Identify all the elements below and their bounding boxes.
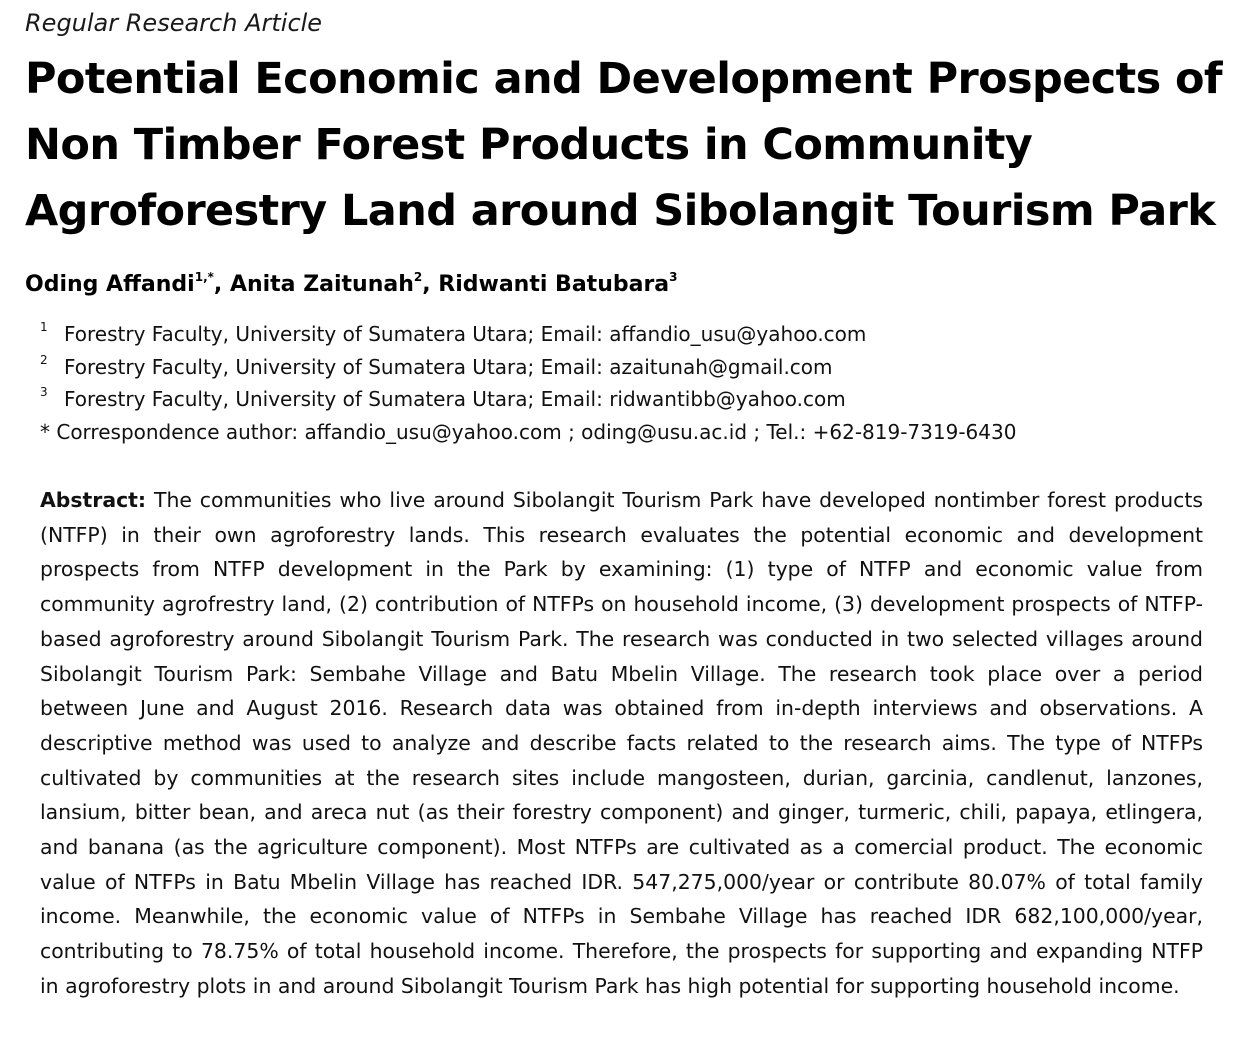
- affiliation-text: Forestry Faculty, University of Sumatera Utara; Email: affandio_usu@yahoo.com: [64, 322, 867, 346]
- author-name: Ridwanti Batubara: [438, 272, 670, 297]
- abstract-paragraph: [40, 483, 1203, 1004]
- paper-title: [25, 46, 1240, 244]
- affiliation-item: 2 Forestry Faculty, University of Sumatera Utara; Email: azaitunah@gmail.com: [40, 352, 833, 379]
- author-name: Oding Affandi: [25, 272, 195, 297]
- affiliation-item: 3 Forestry Faculty, University of Sumatera Utara; Email: ridwantibb@yahoo.com: [40, 385, 846, 411]
- affiliation-list: [40, 318, 1016, 448]
- author-affiliation-mark: 1,*: [194, 270, 214, 284]
- article-type-label: Regular Research Article: [25, 9, 323, 37]
- affiliation-text: Forestry Faculty, University of Sumatera Utara; Email: ridwantibb@yahoo.com: [64, 387, 846, 411]
- affiliation-item: 1 Forestry Faculty, University of Sumatera Utara; Email: affandio_usu@yahoo.com: [40, 320, 867, 346]
- affiliation-text: Forestry Faculty, University of Sumatera Utara; Email: azaitunah@gmail.com: [64, 354, 833, 379]
- author-affiliation-mark: 3: [669, 270, 678, 284]
- abstract-text: The communities who live around Sibolangit Tourism Park have developed nontimber forest products (NTFP) in their own agroforestry lands. This research evaluates the potential economic and development prospects from NTFP development in the Park by examining: (1) type of NTFP and economic value from community agrofrestry land, (2) contribution of NTFPs on household income, (3) development prospects of NTFP-based agroforestry around Sibolangit Tourism Park. The research was conducted in two selected villages around Sibolangit Tourism Park: Sembahe Village and Batu Mbelin Village. The research took place over a period between June and August 2016. Research data was obtained from in-depth interviews and observations. A descriptive method was used to analyze and describe facts related to the research aims. The type of NTFPs cultivated by communities at the research sites include mangosteen, durian, garcinia, candlenut, lanzones, lansium, bitter bean, and areca nut (as their forestry component) and ginger, turmeric, chili, papaya, etlingera, and banana (as the agriculture component). Most NTFPs are cultivated as a comercial product. The economic value of NTFPs in Batu Mbelin Village has reached IDR. 547,275,000/year or contribute 80.07% of total family income. Meanwhile, the economic value of NTFPs in Sembahe Village has reached IDR 682,100,000/year, contributing to 78.75% of total household income. Therefore, the prospects for supporting and expanding NTFP in agroforestry plots in and around Sibolangit Tourism Park has high potential for supporting household income.: [40, 488, 1203, 998]
- author-separator: ,: [422, 272, 439, 297]
- author-list: [25, 268, 678, 302]
- title-line: Agroforestry Land around Sibolangit Tourism Park: [25, 186, 1216, 236]
- author-separator: ,: [213, 272, 230, 297]
- author-affiliation-mark: 2: [413, 270, 423, 284]
- correspondence-line: * Correspondence author: affandio_usu@yahoo.com ; oding@usu.ac.id ; Tel.: +62-819-7319-6430: [40, 419, 1017, 444]
- author-name: Anita Zaitunah: [229, 272, 414, 297]
- abstract-label: Abstract:: [40, 488, 147, 512]
- title-line: Potential Economic and Development Prospects of: [25, 54, 1223, 104]
- title-line: Non Timber Forest Products in Community: [25, 120, 1033, 170]
